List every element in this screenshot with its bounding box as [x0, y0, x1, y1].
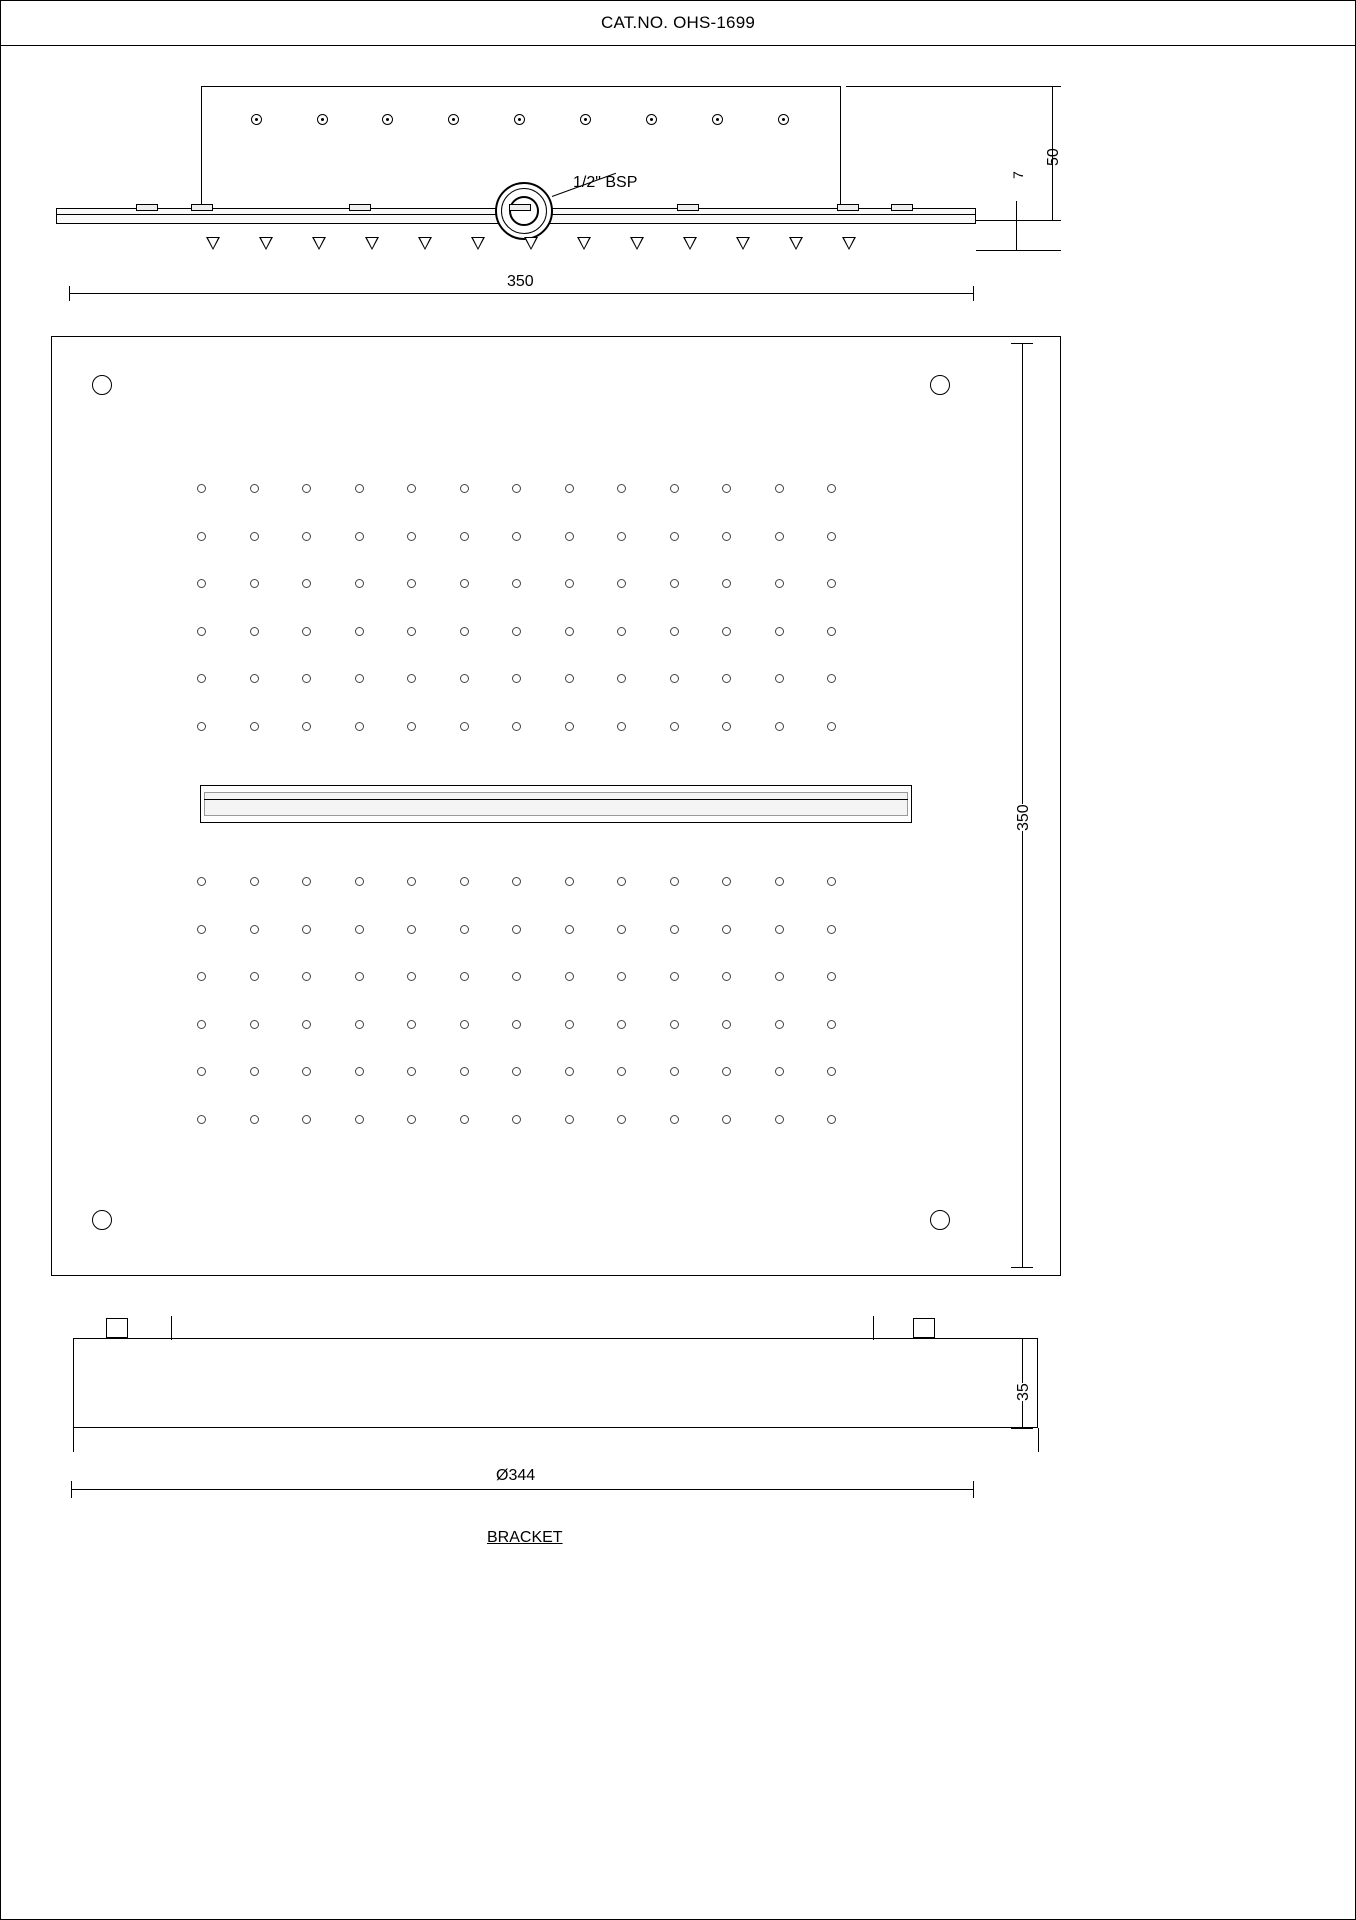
nozzle-hole: [617, 579, 626, 588]
nozzle-hole: [250, 674, 259, 683]
nozzle-hole: [775, 722, 784, 731]
nozzle-hole: [827, 484, 836, 493]
nozzle-hole: [512, 674, 521, 683]
screw-icon: [514, 114, 525, 125]
nozzle-hole: [407, 722, 416, 731]
nozzle-hole: [460, 1020, 469, 1029]
nozzle-hole: [197, 722, 206, 731]
nozzle-hole: [355, 972, 364, 981]
nozzle-hole: [827, 674, 836, 683]
nozzle-hole: [197, 972, 206, 981]
nozzle-hole: [722, 972, 731, 981]
nozzle-hole: [617, 972, 626, 981]
nozzle-hole: [775, 1067, 784, 1076]
nozzle-hole: [355, 722, 364, 731]
dim-ext-left-350: [69, 286, 70, 301]
nozzle-hole: [775, 484, 784, 493]
waterfall-slot-line: [204, 799, 908, 800]
nozzle-hole: [722, 674, 731, 683]
nozzle-hole: [407, 972, 416, 981]
mount-tab: [837, 204, 859, 211]
screw-icon: [317, 114, 328, 125]
nozzle-icon: [471, 237, 485, 250]
screw-icon: [448, 114, 459, 125]
nozzle-hole: [407, 925, 416, 934]
nozzle-hole: [512, 1020, 521, 1029]
nozzle-hole: [670, 532, 679, 541]
dim-ext-top-35: [1011, 1338, 1033, 1339]
nozzle-hole: [355, 1020, 364, 1029]
nozzle-hole: [827, 877, 836, 886]
mount-tab: [136, 204, 158, 211]
dim-line-7: [1016, 201, 1017, 251]
nozzle-hole: [565, 627, 574, 636]
nozzle-hole: [250, 532, 259, 541]
dim-ext-50-top: [846, 86, 1061, 87]
dim-ext-bot-35: [1011, 1428, 1033, 1429]
nozzle-hole: [250, 484, 259, 493]
nozzle-hole: [197, 627, 206, 636]
nozzle-hole: [722, 627, 731, 636]
nozzle-hole: [512, 1067, 521, 1076]
dim-label-50: 50: [1045, 148, 1062, 166]
front-view-body: [73, 1338, 1038, 1428]
nozzle-hole: [617, 627, 626, 636]
nozzle-hole: [670, 925, 679, 934]
nozzle-icon: [736, 237, 750, 250]
screw-icon: [778, 114, 789, 125]
bracket-caption: BRACKET: [487, 1529, 563, 1546]
nozzle-hole: [250, 1067, 259, 1076]
nozzle-icon: [312, 237, 326, 250]
mounting-hole: [92, 1210, 112, 1230]
mount-tab: [677, 204, 699, 211]
mounting-hole: [92, 375, 112, 395]
nozzle-hole: [827, 722, 836, 731]
nozzle-hole: [460, 972, 469, 981]
nozzle-icon: [842, 237, 856, 250]
nozzle-hole: [355, 674, 364, 683]
nozzle-hole: [460, 877, 469, 886]
nozzle-hole: [512, 627, 521, 636]
bsp-label: 1/2" BSP: [573, 174, 638, 191]
dim-line-344: [71, 1489, 973, 1490]
nozzle-hole: [617, 484, 626, 493]
nozzle-hole: [250, 1020, 259, 1029]
nozzle-hole: [407, 877, 416, 886]
nozzle-icon: [365, 237, 379, 250]
nozzle-hole: [302, 1067, 311, 1076]
nozzle-hole: [617, 722, 626, 731]
nozzle-hole: [670, 484, 679, 493]
dim-ext-right-350: [973, 286, 974, 301]
screw-icon: [646, 114, 657, 125]
nozzle-hole: [250, 877, 259, 886]
nozzle-hole: [302, 674, 311, 683]
nozzle-hole: [302, 532, 311, 541]
nozzle-hole: [775, 972, 784, 981]
nozzle-hole: [722, 877, 731, 886]
front-view: [51, 1316, 1061, 1456]
nozzle-hole: [775, 925, 784, 934]
nozzle-hole: [827, 972, 836, 981]
nozzle-hole: [617, 877, 626, 886]
nozzle-hole: [617, 1115, 626, 1124]
nozzle-hole: [565, 877, 574, 886]
nozzle-hole: [197, 674, 206, 683]
nozzle-hole: [407, 674, 416, 683]
nozzle-hole: [512, 877, 521, 886]
screw-icon: [382, 114, 393, 125]
mount-tab: [509, 204, 531, 211]
nozzle-hole: [722, 532, 731, 541]
nozzle-hole: [722, 579, 731, 588]
nozzle-hole: [302, 627, 311, 636]
nozzle-hole: [407, 532, 416, 541]
nozzle-icon: [206, 237, 220, 250]
nozzle-hole: [460, 722, 469, 731]
nozzle-hole: [355, 1115, 364, 1124]
nozzle-hole: [722, 1115, 731, 1124]
nozzle-hole: [407, 627, 416, 636]
inlet-port-bore: [509, 196, 539, 226]
nozzle-hole: [565, 484, 574, 493]
mount-tab: [891, 204, 913, 211]
nozzle-hole: [617, 1067, 626, 1076]
nozzle-hole: [355, 484, 364, 493]
nozzle-hole: [565, 972, 574, 981]
nozzle-hole: [722, 722, 731, 731]
bracket-stem: [873, 1316, 874, 1340]
nozzle-hole: [460, 1115, 469, 1124]
sheet-title: [1, 1, 1355, 46]
mount-tab: [349, 204, 371, 211]
nozzle-hole: [512, 532, 521, 541]
nozzle-hole: [722, 484, 731, 493]
nozzle-hole: [565, 1020, 574, 1029]
nozzle-hole: [827, 532, 836, 541]
side-view: [1, 56, 1356, 256]
nozzle-hole: [565, 1067, 574, 1076]
nozzle-hole: [565, 1115, 574, 1124]
nozzle-icon: [789, 237, 803, 250]
nozzle-hole: [197, 484, 206, 493]
nozzle-icon: [524, 237, 538, 250]
nozzle-hole: [827, 1115, 836, 1124]
nozzle-hole: [460, 925, 469, 934]
nozzle-hole: [670, 877, 679, 886]
plan-view: [51, 336, 1061, 1276]
mount-tab: [191, 204, 213, 211]
nozzle-hole: [197, 877, 206, 886]
dim-ext-7-bottom: [976, 250, 1061, 251]
waterfall-slot-inner: [204, 792, 908, 816]
nozzle-hole: [355, 579, 364, 588]
nozzle-hole: [302, 877, 311, 886]
nozzle-hole: [775, 1020, 784, 1029]
nozzle-hole: [670, 674, 679, 683]
nozzle-hole: [565, 532, 574, 541]
dim-line-350-width: [69, 293, 974, 294]
nozzle-hole: [197, 1020, 206, 1029]
dim-label-344: Ø344: [488, 1467, 543, 1485]
nozzle-hole: [617, 925, 626, 934]
nozzle-hole: [302, 579, 311, 588]
nozzle-hole: [355, 532, 364, 541]
nozzle-hole: [670, 627, 679, 636]
nozzle-hole: [512, 579, 521, 588]
bracket-cap: [913, 1318, 935, 1338]
nozzle-hole: [670, 1115, 679, 1124]
nozzle-hole: [775, 627, 784, 636]
nozzle-hole: [670, 972, 679, 981]
nozzle-hole: [460, 1067, 469, 1076]
nozzle-hole: [197, 1115, 206, 1124]
nozzle-hole: [512, 484, 521, 493]
nozzle-hole: [197, 1067, 206, 1076]
nozzle-hole: [302, 1115, 311, 1124]
nozzle-hole: [460, 532, 469, 541]
nozzle-hole: [722, 1067, 731, 1076]
bracket-cap: [106, 1318, 128, 1338]
nozzle-hole: [827, 579, 836, 588]
nozzle-hole: [775, 579, 784, 588]
nozzle-icon: [259, 237, 273, 250]
nozzle-hole: [565, 579, 574, 588]
nozzle-hole: [512, 972, 521, 981]
nozzle-hole: [722, 925, 731, 934]
dim-ext-top-350d: [1011, 343, 1033, 344]
nozzle-hole: [775, 674, 784, 683]
nozzle-hole: [460, 484, 469, 493]
screw-icon: [580, 114, 591, 125]
nozzle-hole: [407, 1115, 416, 1124]
nozzle-hole: [827, 627, 836, 636]
mounting-hole: [930, 375, 950, 395]
nozzle-hole: [302, 1020, 311, 1029]
nozzle-hole: [617, 532, 626, 541]
nozzle-hole: [775, 1115, 784, 1124]
nozzle-hole: [617, 1020, 626, 1029]
dim-ext-right-344: [973, 1481, 974, 1498]
front-view-edge-left: [73, 1428, 74, 1452]
nozzle-hole: [355, 925, 364, 934]
screw-icon: [712, 114, 723, 125]
nozzle-hole: [670, 1067, 679, 1076]
nozzle-hole: [250, 627, 259, 636]
nozzle-hole: [197, 579, 206, 588]
dim-label-350-width: 350: [501, 273, 540, 291]
nozzle-hole: [355, 1067, 364, 1076]
nozzle-hole: [460, 627, 469, 636]
nozzle-hole: [302, 972, 311, 981]
nozzle-hole: [827, 1020, 836, 1029]
nozzle-hole: [197, 532, 206, 541]
dim-ext-bot-350d: [1011, 1267, 1033, 1268]
bracket-stem: [171, 1316, 172, 1340]
dim-ext-50-bottom: [976, 220, 1061, 221]
nozzle-hole: [250, 1115, 259, 1124]
nozzle-icon: [683, 237, 697, 250]
nozzle-hole: [670, 1020, 679, 1029]
mounting-hole: [930, 1210, 950, 1230]
dim-label-35: 35: [1015, 1383, 1032, 1401]
catalog-number: CAT.NO. OHS-1699: [600, 13, 756, 32]
nozzle-hole: [722, 1020, 731, 1029]
nozzle-icon: [630, 237, 644, 250]
nozzle-hole: [512, 1115, 521, 1124]
nozzle-hole: [250, 722, 259, 731]
nozzle-hole: [355, 627, 364, 636]
nozzle-hole: [250, 579, 259, 588]
nozzle-hole: [355, 877, 364, 886]
nozzle-hole: [827, 1067, 836, 1076]
nozzle-hole: [617, 674, 626, 683]
nozzle-hole: [250, 972, 259, 981]
nozzle-hole: [197, 925, 206, 934]
nozzle-hole: [407, 1067, 416, 1076]
screw-icon: [251, 114, 262, 125]
nozzle-hole: [460, 579, 469, 588]
front-view-edge-right: [1038, 1428, 1039, 1452]
nozzle-hole: [670, 722, 679, 731]
nozzle-hole: [460, 674, 469, 683]
dim-ext-left-344: [71, 1481, 72, 1498]
nozzle-hole: [565, 925, 574, 934]
nozzle-hole: [302, 484, 311, 493]
nozzle-hole: [407, 1020, 416, 1029]
nozzle-hole: [565, 674, 574, 683]
nozzle-icon: [418, 237, 432, 250]
nozzle-hole: [670, 579, 679, 588]
nozzle-hole: [827, 925, 836, 934]
nozzle-hole: [512, 722, 521, 731]
dim-label-350-depth: 350: [1015, 804, 1032, 831]
nozzle-hole: [302, 722, 311, 731]
nozzle-hole: [775, 532, 784, 541]
nozzle-hole: [407, 579, 416, 588]
nozzle-hole: [775, 877, 784, 886]
nozzle-hole: [512, 925, 521, 934]
nozzle-hole: [565, 722, 574, 731]
nozzle-hole: [407, 484, 416, 493]
nozzle-hole: [250, 925, 259, 934]
nozzle-hole: [302, 925, 311, 934]
dim-label-7: 7: [1010, 171, 1026, 179]
nozzle-icon: [577, 237, 591, 250]
